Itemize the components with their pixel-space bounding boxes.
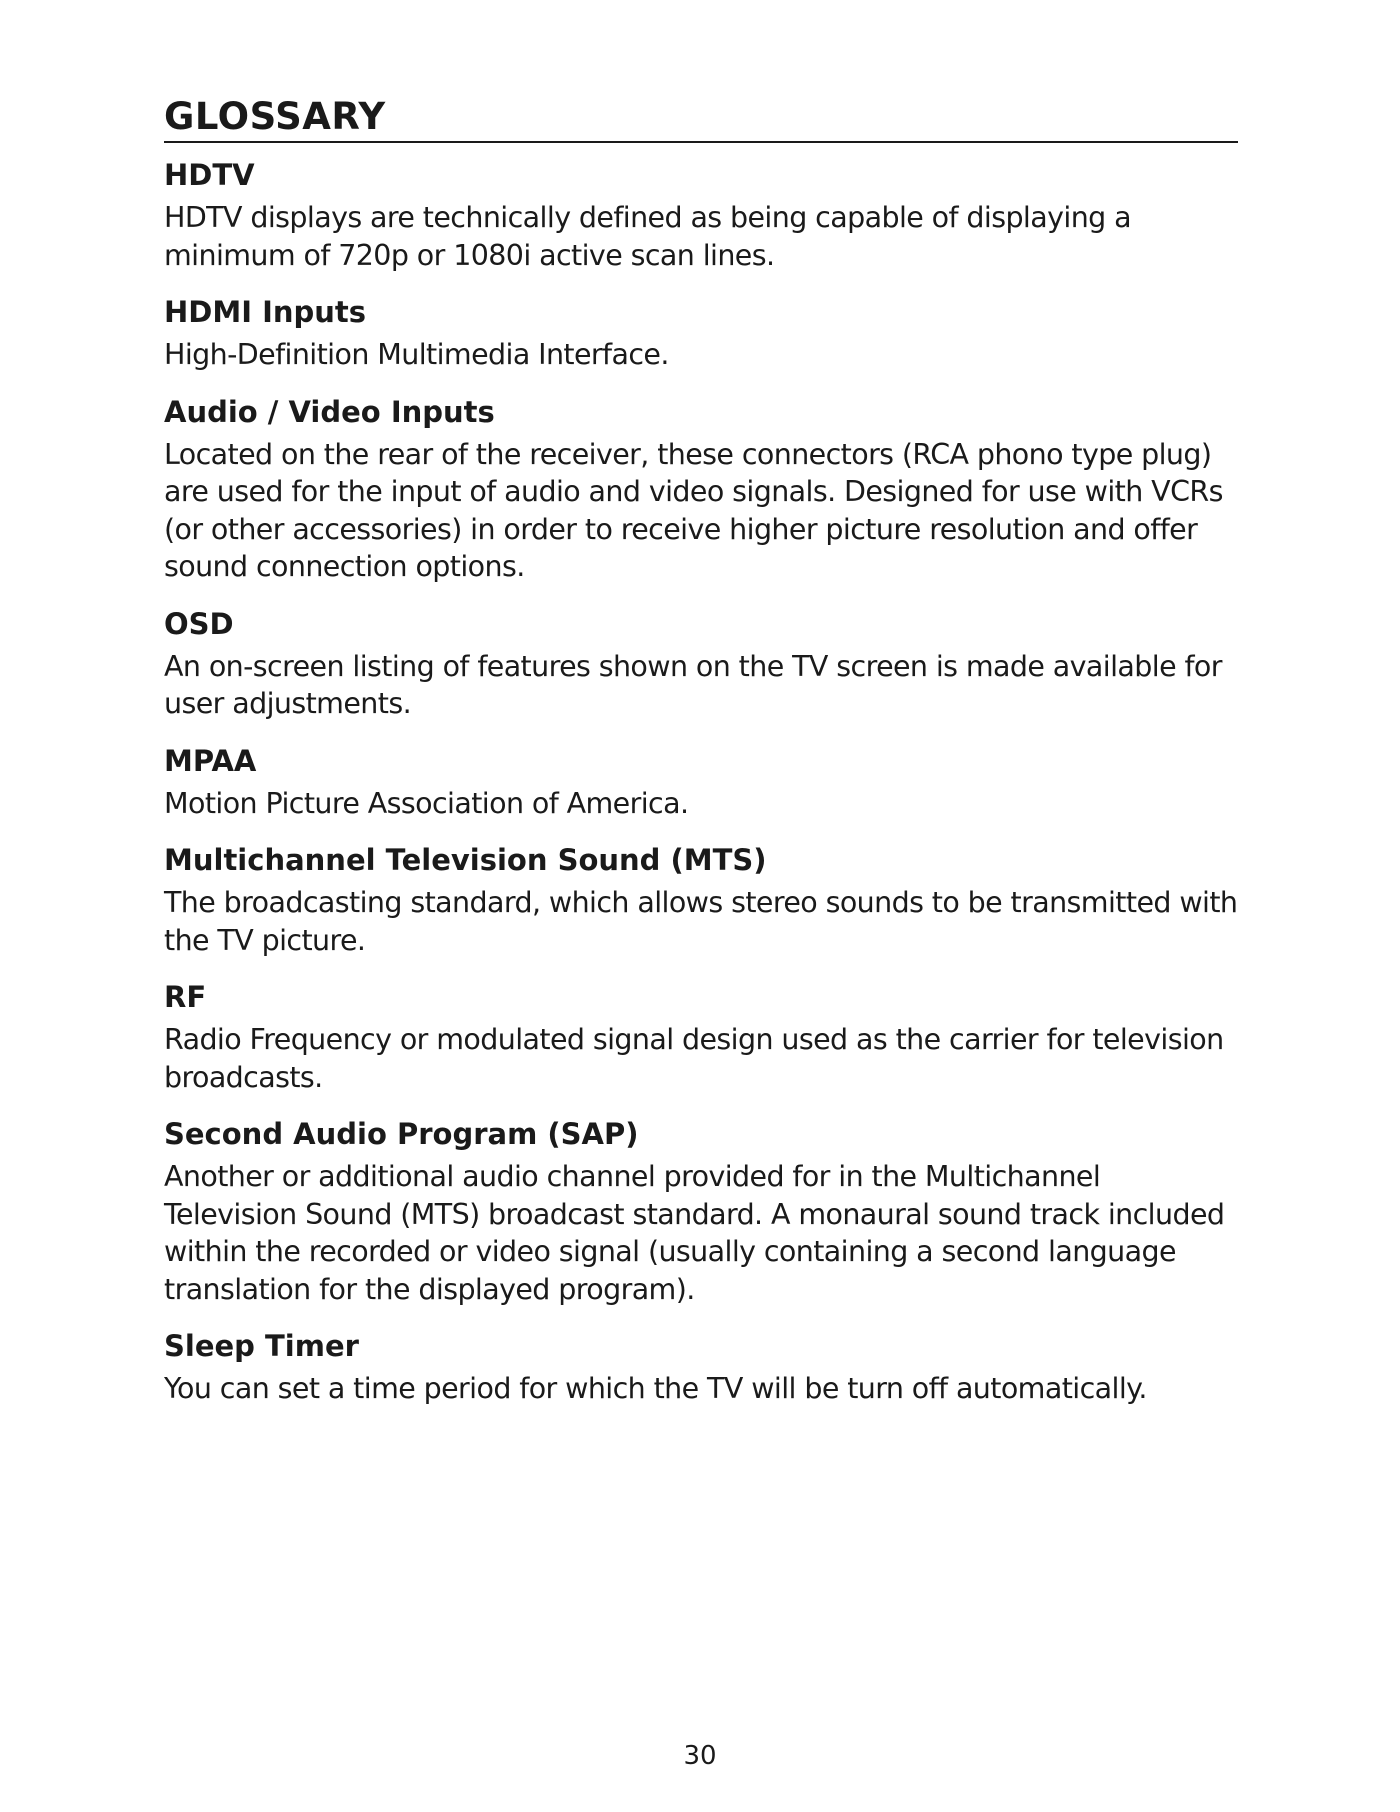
- glossary-definition: HDTV displays are technically defined as being capable of displaying a minimum of 720p or 1080i active scan lines.: [164, 201, 1131, 272]
- glossary-entry-hdmi-inputs: [164, 294, 1238, 374]
- glossary-entry-hdtv: [164, 157, 1238, 274]
- glossary-term: Sleep Timer: [164, 1329, 359, 1363]
- glossary-entry-osd: [164, 606, 1238, 723]
- glossary-term: MPAA: [164, 743, 257, 778]
- glossary-definition: Another or additional audio channel provided for in the Multichannel Television Sound (MTS) broadcast standard. A monaural sound track included within the recorded or video signal (usually containing a second language translation for the displayed program).: [164, 1160, 1225, 1306]
- glossary-entry-mpaa: [164, 743, 1238, 823]
- glossary-definition: The broadcasting standard, which allows stereo sounds to be transmitted with the TV picture.: [164, 886, 1238, 957]
- glossary-term: HDMI Inputs: [164, 295, 367, 329]
- glossary-entry-sleep-timer: [164, 1328, 1238, 1408]
- glossary-definition: Located on the rear of the receiver, these connectors (RCA phono type plug) are used for the input of audio and video signals. Designed for use with VCRs (or other accessories) in order to receive higher picture resolution and offer sound connection options.: [164, 437, 1223, 583]
- glossary-term: HDTV: [164, 158, 255, 192]
- glossary-definition: Motion Picture Association of America.: [164, 786, 689, 820]
- glossary-entry-mts: [164, 842, 1238, 959]
- title-divider: [164, 141, 1238, 143]
- glossary-term: Audio / Video Inputs: [164, 394, 495, 429]
- glossary-term: RF: [164, 980, 207, 1014]
- glossary-definition: High-Definition Multimedia Interface.: [164, 338, 669, 371]
- glossary-entry-rf: [164, 979, 1238, 1096]
- glossary-entry-sap: [164, 1116, 1238, 1308]
- glossary-page: [164, 95, 1238, 1428]
- glossary-definition: Radio Frequency or modulated signal design used as the carrier for television broadcasts.: [164, 1023, 1224, 1094]
- glossary-definition: An on-screen listing of features shown on the TV screen is made available for user adjustments.: [164, 649, 1222, 720]
- page-title: GLOSSARY: [164, 95, 386, 138]
- glossary-entry-audio-video-inputs: [164, 394, 1238, 586]
- glossary-term: Second Audio Program (SAP): [164, 1117, 639, 1151]
- glossary-term: OSD: [164, 606, 234, 641]
- glossary-definition: You can set a time period for which the TV will be turn off automatically.: [164, 1372, 1147, 1405]
- page-number: 30: [683, 1741, 717, 1771]
- glossary-term: Multichannel Television Sound (MTS): [164, 843, 767, 877]
